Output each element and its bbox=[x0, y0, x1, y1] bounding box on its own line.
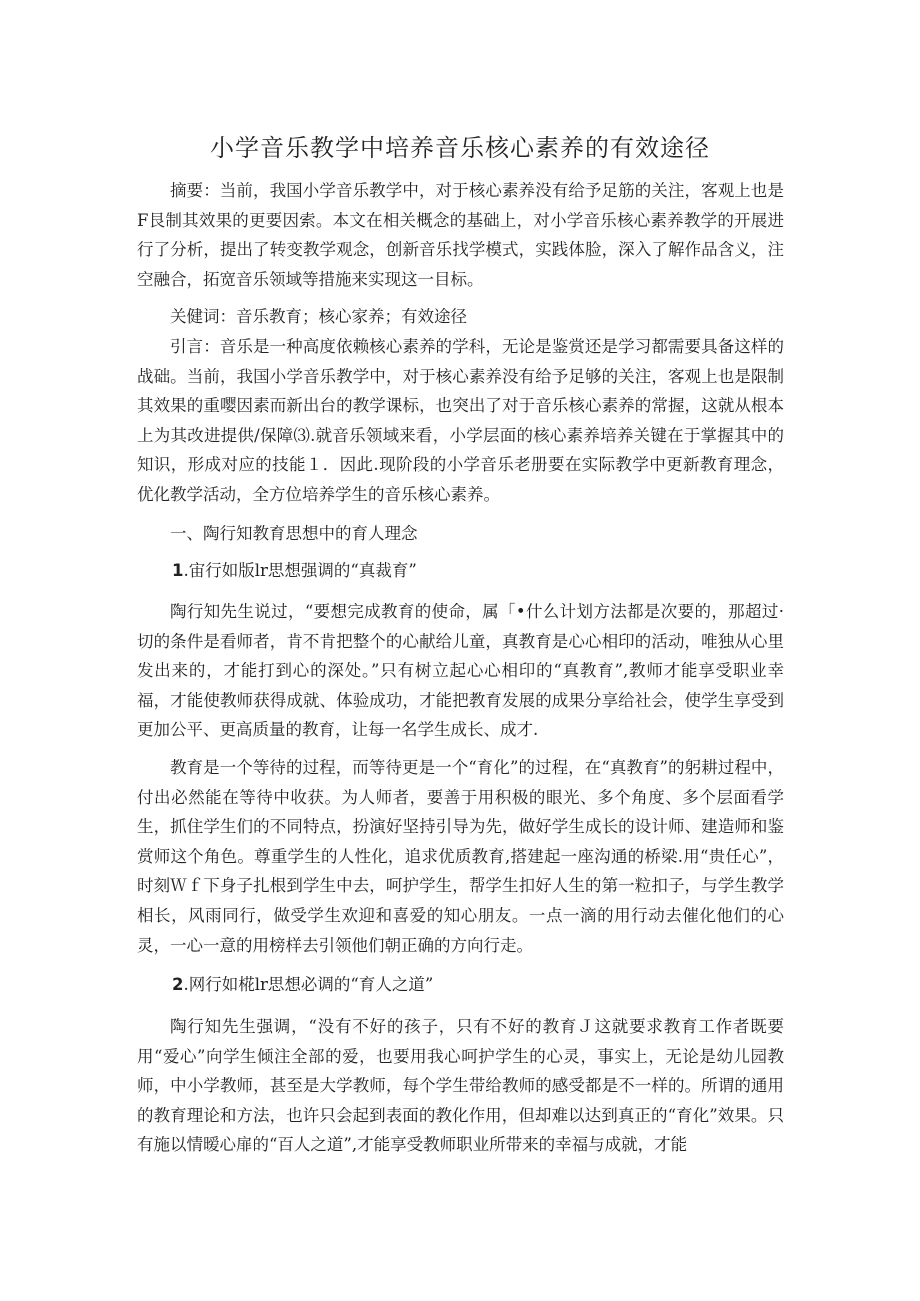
subsection-number: 2 bbox=[172, 975, 184, 994]
document-title: 小学音乐教学中培养音乐核心素养的有效途径 bbox=[210, 134, 710, 162]
body-paragraph: 陶行知先生说过，“要想完成教育的使命，属「•什么计划方法都是次要的，那超过·切的条件是看师者，肯不肯把整个的心献给儿童，真教育是心心相印的活动，唯独从心里发出来的，才能打到心的深处。”只有树立起心心相印的“真教育”,教师才能享受职业幸福，才能使教师获得成就、体验成功，才能把教育发展的成果分享给社会，使学生享受到更加公平、更高质量的教育，让每一名学生成长、成才. bbox=[137, 602, 784, 740]
section-heading-1: 一、陶行知教育思想中的育人理念 bbox=[170, 524, 418, 543]
subsection-number: 1 bbox=[172, 561, 184, 580]
body-paragraph: 陶行知先生强调，“没有不好的孩子，只有不好的教育Ｊ这就要求教育工作者既要用“爱心”向学生倾注全部的爱，也要用我心呵护学生的心灵，事实上，无论是幼儿园教师，中小学教师，甚至是大学教师，每个学生带给教师的感受都是不一样的。所谓的通用的教育理论和方法，也许只会起到表面的教化作用，但却难以达到真正的“育化”效果。只有施以情暧心扉的“百人之道”,才能享受教师职业所带来的幸福与成就，才能 bbox=[137, 1017, 784, 1155]
body-paragraph: 教育是一个等待的过程，而等待更是一个“育化”的过程，在“真教育”的躬耕过程中，付出必然能在等待中收获。为人师者，要善于用积极的眼光、多个角度、多个层面看学生，抓住学生们的不同特点，扮演好坚持引导为先，做好学生成长的设计师、建造师和鉴赏师这个角色。尊重学生的人性化，追求优质教育,搭建起一座沟通的桥梁.用“贵任心”，时刻Ｗｆ下身子扎根到学生中去，呵护学生，帮学生扣好人生的第一粒扣子，与学生教学相长，风雨同行，做受学生欢迎和喜爱的知心朋友。一点一滴的用行动去催化他们的心灵，一心一意的用榜样去引领他们朝正确的方向行走。 bbox=[137, 758, 784, 955]
subsection-title: .宙行如版lr思想强调的“真裁育” bbox=[183, 561, 417, 580]
subsection-title: .网行如椛lr思想必调的“育人之道” bbox=[183, 975, 434, 994]
abstract-paragraph: 摘要：当前，我国小学音乐教学中，对于核心素养没有给予足筋的关注，客观上也是F艮制其效果的更要因索。本文在相关概念的基础上，对小学音乐核心素养教学的开展进行了分析，提出了转变教学观念，创新音乐找学模式，实践体脸，深入了解作品含义，注空融合，拓宽音乐领域等措施来实现这一目标。 bbox=[137, 181, 784, 289]
subsection-heading-2 bbox=[172, 970, 433, 1000]
intro-paragraph: 引言：音乐是一种高度依赖核心素养的学科，无论是鉴赏还是学习都需要具备这样的战础。当前，我国小学音乐教学中，对于核心素养没有给予足够的关注，客观上也是限制其效果的重嘤因素而新出台的教学课标，也突出了对于音乐核心素养的常握，这就从根本上为其改进提供/保障⑶.就音乐领域来看，小学层面的核心素养培养关键在于掌握其中的知识，形成对应的技能１．因此.现阶段的小学音乐老册要在实际教学中更新教育理念，优化教学活动，全方位培养学生的音乐核心素养。 bbox=[137, 337, 784, 504]
subsection-heading-1 bbox=[172, 556, 417, 586]
keywords-line: 关健词：音乐教育；核心家养；有效途径 bbox=[170, 307, 467, 326]
